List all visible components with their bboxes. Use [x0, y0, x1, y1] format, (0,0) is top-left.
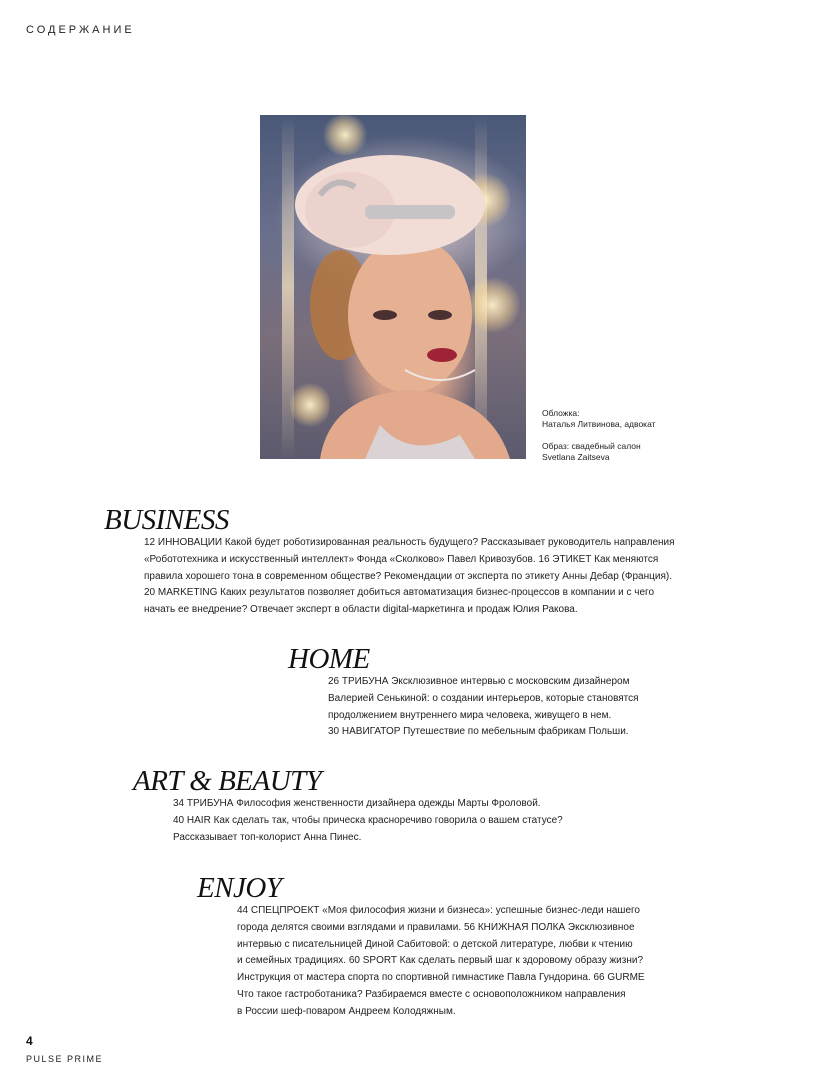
cover-style-label: Образ: свадебный салон	[542, 441, 641, 451]
cover-caption	[542, 408, 702, 474]
section-title: ART & BEAUTY	[133, 765, 322, 797]
section-text: 44 СПЕЦПРОЕКТ «Моя философия жизни и бизнеса»: успешные бизнес-леди нашего города делятся своими взглядами и правилами. 56 КНИЖНАЯ ПОЛКА Эксклюзивное интервью с писательницей Диной Сабитовой: о детской литературе, любви к чтению и семейных традициях. 60 SPORT Как сделать первый шаг к здоровому образу жизни? Инструкция от мастера спорта по спортивной гимнастике Павла Гундорина. 66 GURME Что такое гастроботаника? Разбираемся вместе с основоположником направления в России шеф-поваром Андреем Колодяжным.	[237, 905, 645, 1017]
section-enjoy	[197, 873, 645, 1021]
page-title: СОДЕРЖАНИЕ	[26, 24, 135, 36]
section-art-beauty	[133, 766, 563, 846]
section-title: HOME	[288, 643, 370, 675]
section-business	[104, 505, 675, 619]
section-home	[288, 644, 639, 741]
section-text: 12 ИННОВАЦИИ Какой будет роботизированная реальность будущего? Рассказывает руководитель направления «Робототехника и искусственный интеллект» Фонда «Сколково» Павел Кривозубов. 16 ЭТИКЕТ Как меняются правила хорошего тона в современном обществе? Рекомендации от эксперта по этикету Анны Дебар (Франция). 20 MARKETING Каких результатов позволяет добиться автоматизация бизнес-процессов в компании и с чего начать ее внедрение? Отвечает эксперт в области digital-маркетинга и продаж Юлия Ракова.	[144, 537, 675, 616]
section-title: ENJOY	[197, 872, 282, 904]
cover-photo	[260, 115, 526, 459]
section-text: 26 ТРИБУНА Эксклюзивное интервью с московским дизайнером Валерией Сенькиной: о создании интерьеров, которые становятся продолжением внутреннего мира человека, живущего в нем. 30 НАВИГАТОР Путешествие по мебельным фабрикам Польши.	[328, 676, 639, 738]
section-text: 34 ТРИБУНА Философия женственности дизайнера одежды Марты Фроловой. 40 HAIR Как сделать так, чтобы прическа красноречиво говорила о вашем статусе? Рассказывает топ-колорист Анна Пинес.	[173, 798, 563, 843]
magazine-name: PULSE PRIME	[26, 1054, 104, 1064]
cover-style-salon: Svetlana Zaitseva	[542, 452, 610, 462]
portrait-figure	[260, 115, 526, 459]
cover-caption-label: Обложка:	[542, 408, 580, 418]
cover-caption-person: Наталья Литвинова, адвокат	[542, 419, 656, 429]
section-title: BUSINESS	[104, 504, 229, 536]
page-number: 4	[26, 1034, 33, 1048]
